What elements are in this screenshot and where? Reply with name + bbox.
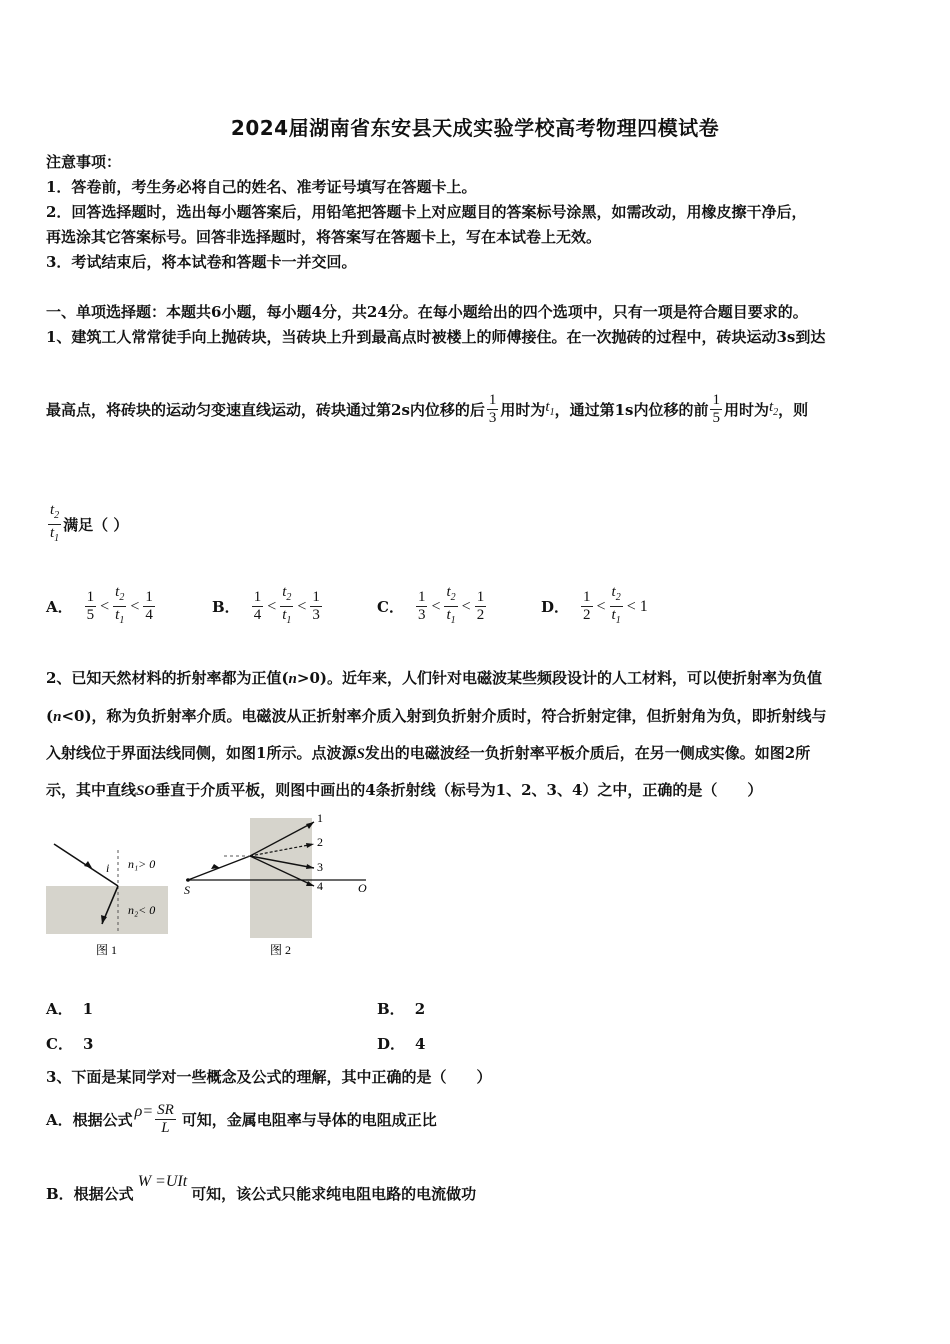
angle-label: i <box>106 861 110 875</box>
figure-1 <box>44 832 174 962</box>
notice-line-1: 1．答卷前，考生务必将自己的姓名、准考证号填写在答题卡上。 <box>46 178 477 196</box>
q1-text-a: 最高点，将砖块的运动匀变速直线运动，砖块通过第2s内位移的后 <box>46 400 485 419</box>
q2-option-a[interactable]: A． 1 <box>46 999 94 1018</box>
q2-line-2: (n<0)，称为负折射率介质。电磁波从正折射率介质入射到负折射介质时，符合折射定律，但折射角为负，即折射线与 <box>46 707 827 725</box>
q1-option-c[interactable]: C． $\frac{1}{3}$ < $\frac{t_2}{t_1}$ < $\frac{1}{2}$ <box>377 584 485 626</box>
q2-line-1: 2、已知天然材料的折射率都为正值(n>0)。近年来，人们针对电磁波某些频段设计的人工材料，可以使折射率为负值 <box>46 669 822 687</box>
q2-option-d[interactable]: D． 4 <box>377 1034 426 1053</box>
ray-label-2: 2 <box>317 835 323 849</box>
figure-1-caption: 图 1 <box>96 943 118 957</box>
q1-ratio: $\frac{t_2}{t_1}$ <box>50 502 60 544</box>
q3-stem: 3、下面是某同学对一些概念及公式的理解，其中正确的是（ ） <box>46 1068 492 1086</box>
notice-line-4: 3．考试结束后，将本试卷和答题卡一并交回。 <box>46 253 357 271</box>
section-heading: 一、单项选择题：本题共6小题，每小题4分，共24分。在每小题给出的四个选项中，只有一项是符合题目要求的。 <box>46 303 808 321</box>
figure-2 <box>180 808 380 962</box>
figure-2-caption: 图 2 <box>270 943 292 957</box>
q1-option-b[interactable]: B． $\frac{1}{4}$ < $\frac{t_2}{t_1}$ < $\frac{1}{3}$ <box>212 584 320 626</box>
q2-line-4: 示，其中直线SO垂直于介质平板，则图中画出的4条折射线（标号为1、2、3、4）之中，正确的是（ ） <box>46 781 763 799</box>
q3-option-b[interactable]: B．根据公式 W =UIt 可知，该公式只能求纯电阻电路的电流做功 <box>46 1173 477 1203</box>
q1-option-a[interactable]: A． $\frac{1}{5}$ < $\frac{t_2}{t_1}$ < $\frac{1}{4}$ <box>46 584 153 626</box>
notice-heading: 注意事项： <box>46 153 122 171</box>
notice-line-3: 再选涂其它答案标号。回答非选择题时，将答案写在答题卡上，写在本试卷上无效。 <box>46 228 602 246</box>
q1-text-c: ，通过第1s内位移的前 <box>554 400 709 419</box>
q2-option-c[interactable]: C． 3 <box>46 1034 94 1053</box>
q1-t1: $t_1$ <box>545 398 555 418</box>
q1-t2: $t_2$ <box>768 398 779 418</box>
label-S: S <box>184 883 190 897</box>
q1-line-2 <box>46 392 808 427</box>
q1-line-1: 1、建筑工人常常徒手向上抛砖块，当砖块上升到最高点时被楼上的师傅接住。在一次抛砖的过程中，砖块运动3s到达 <box>46 328 826 346</box>
q1-text-b: 用时为 <box>500 400 546 419</box>
q1-fraction-2: $\frac{1}{5}$ <box>712 392 720 426</box>
notice-line-2: 2．回答选择题时，选出每小题答案后，用铅笔把答题卡上对应题目的答案标号涂黑，如需改动，用橡皮擦干净后， <box>46 203 807 221</box>
q1-line-3 <box>46 502 128 547</box>
label-O: O <box>358 881 367 895</box>
q1-fraction-1: $\frac{1}{3}$ <box>488 392 497 426</box>
ray-label-3: 3 <box>317 860 323 874</box>
ray-label-4: 4 <box>317 879 323 893</box>
q2-option-b[interactable]: B． 2 <box>377 999 426 1018</box>
q1-text-d: 用时为 <box>723 400 769 419</box>
q1-option-d[interactable]: D． $\frac{1}{2}$ < $\frac{t_2}{t_1}$ < 1 <box>541 584 648 626</box>
q3-option-a[interactable]: A．根据公式 ρ= $\frac{SR}{L}$ 可知，金属电阻率与导体的电阻成正比 <box>46 1102 437 1136</box>
page-title: 2024届湖南省东安县天成实验学校高考物理四模试卷 <box>230 116 720 140</box>
n1-label: n₁> 0 <box>128 857 156 871</box>
ray-label-1: 1 <box>317 811 323 825</box>
q2-line-3: 入射线位于界面法线同侧，如图1所示。点波源S发出的电磁波经一负折射率平板介质后，在另一侧成实像。如图2所 <box>46 744 811 762</box>
q1-text-e: ，则 <box>778 400 809 419</box>
n2-label: n₂< 0 <box>128 903 156 917</box>
q1-satisfy: 满足（ ） <box>63 515 129 534</box>
medium-slab <box>250 818 312 938</box>
